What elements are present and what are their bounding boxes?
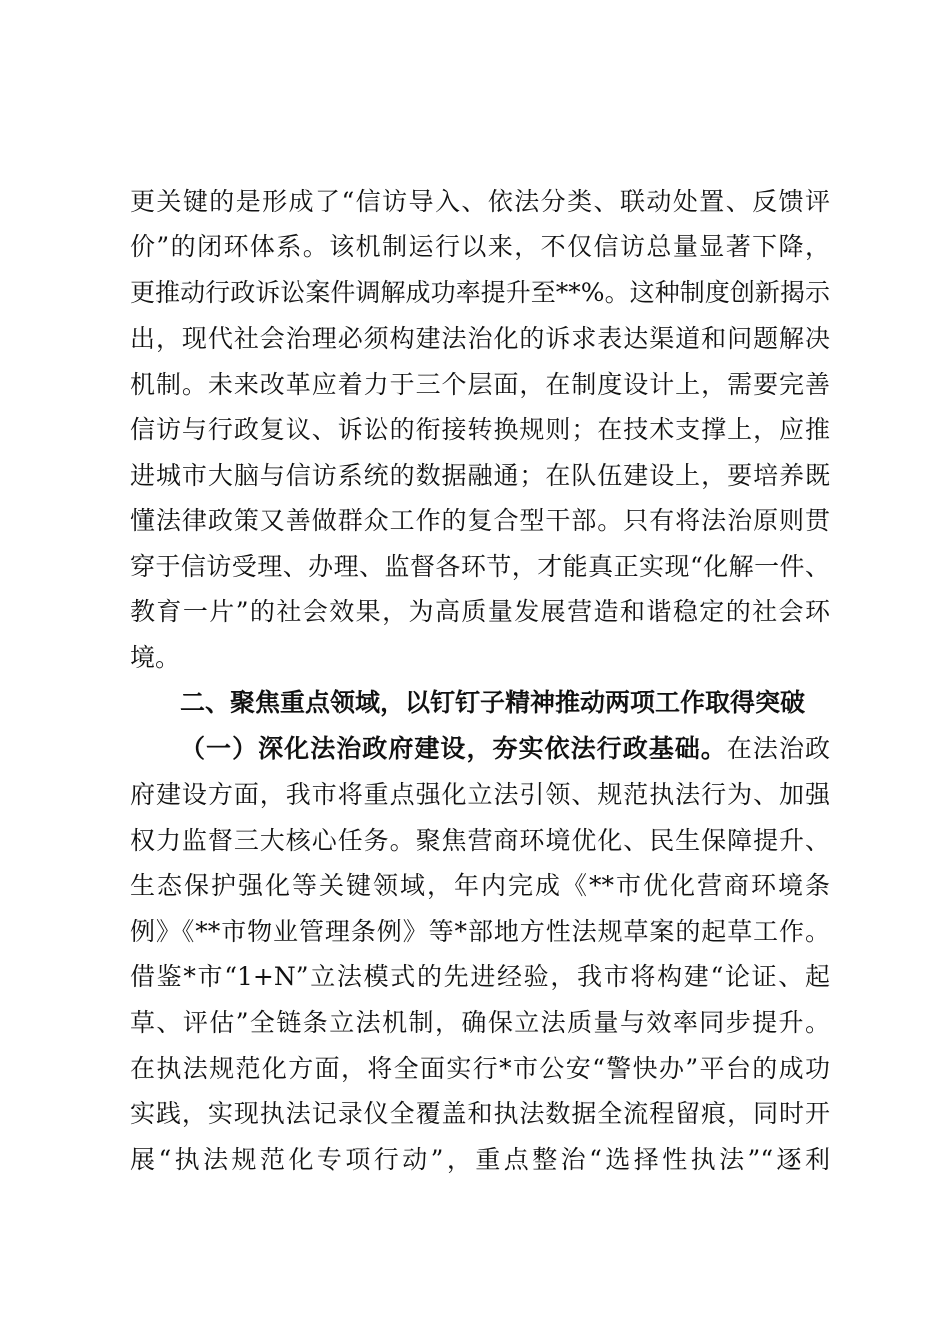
paragraph-line: 在执法规范化方面，将全面实行*市公安“警快办”平台的成功 bbox=[130, 1054, 830, 1083]
paragraph-line: 草、评估”全链条立法机制，确保立法质量与效率同步提升。 bbox=[130, 1008, 830, 1037]
paragraph-line: 例》《**市物业管理条例》等*部地方性法规草案的起草工作。 bbox=[130, 917, 830, 946]
paragraph-line: 价”的闭环体系。该机制运行以来，不仅信访总量显著下降， bbox=[130, 232, 830, 261]
subsection-first-line bbox=[180, 728, 830, 770]
paragraph-line: 机制。未来改革应着力于三个层面，在制度设计上，需要完善 bbox=[130, 370, 830, 399]
paragraph-line: 教育一片”的社会效果，为高质量发展营造和谐稳定的社会环 bbox=[130, 597, 830, 626]
paragraph-line: 更推动行政诉讼案件调解成功率提升至**%。这种制度创新揭示 bbox=[130, 278, 830, 307]
paragraph-line: 实践，实现执法记录仪全覆盖和执法数据全流程留痕，同时开 bbox=[130, 1099, 830, 1128]
subsection-title: （一）深化法治政府建设，夯实依法行政基础。 bbox=[180, 734, 727, 763]
paragraph-line: 更关键的是形成了“信访导入、依法分类、联动处置、反馈评 bbox=[130, 187, 830, 216]
paragraph-line: 展“执法规范化专项行动”，重点整治“选择性执法”“逐利 bbox=[130, 1145, 830, 1174]
paragraph-line: 穿于信访受理、办理、监督各环节，才能真正实现“化解一件、 bbox=[130, 552, 830, 581]
paragraph-line: 懂法律政策又善做群众工作的复合型干部。只有将法治原则贯 bbox=[130, 506, 830, 535]
paragraph-line: 府建设方面，我市将重点强化立法引领、规范执法行为、加强 bbox=[130, 780, 830, 809]
paragraph-line: 借鉴*市“1+N”立法模式的先进经验，我市将构建“论证、起 bbox=[130, 962, 830, 991]
paragraph-line: 权力监督三大核心任务。聚焦营商环境优化、民生保障提升、 bbox=[130, 826, 830, 855]
section-heading: 二、聚焦重点领域，以钉钉子精神推动两项工作取得突破 bbox=[180, 688, 806, 717]
paragraph-line: 境。 bbox=[130, 643, 181, 672]
paragraph-line: 信访与行政复议、诉讼的衔接转换规则；在技术支撑上，应推 bbox=[130, 415, 830, 444]
paragraph-line: 进城市大脑与信访系统的数据融通；在队伍建设上，要培养既 bbox=[130, 461, 830, 490]
paragraph-line: 生态保护强化等关键领域，年内完成《**市优化营商环境条 bbox=[130, 871, 830, 900]
subsection-first-line-text: 在法治政 bbox=[726, 734, 830, 763]
paragraph-line: 出，现代社会治理必须构建法治化的诉求表达渠道和问题解决 bbox=[130, 324, 830, 353]
